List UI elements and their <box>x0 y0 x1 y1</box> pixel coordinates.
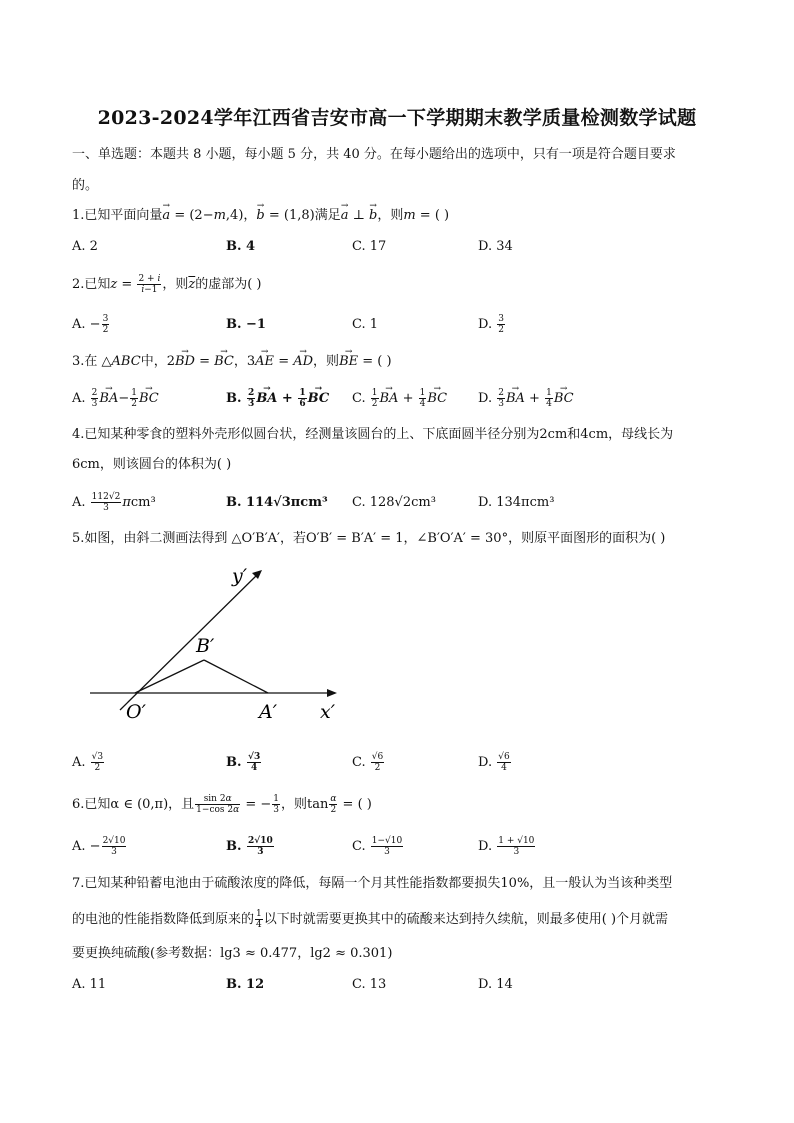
question-7: 7.已知某种铅蓄电池由于硫酸浓度的降低，每隔一个月其性能指数都要损失10%，且一般认为当该种类型 <box>72 876 673 891</box>
question-3-options <box>72 388 732 410</box>
y-axis <box>120 572 260 710</box>
option-c[interactable]: C. 1 <box>352 317 379 332</box>
point-o-label: O′ <box>126 701 146 723</box>
option-c[interactable]: C. 128√2cm³ <box>352 495 436 510</box>
option-a[interactable]: A. 11 <box>72 977 107 992</box>
option-c[interactable]: C. 13 <box>352 977 387 992</box>
option-b[interactable]: B. 114√3πcm³ <box>226 495 328 510</box>
option-a[interactable]: A. $\frac{√3}{2}$ <box>72 752 104 773</box>
point-b-label: B′ <box>196 635 215 657</box>
question-5: 5.如图，由斜二测画法得到 △O′B′A′，若O′B′ = B′A′ = 1，∠B′O′A′ = 30°，则原平面图形的面积为( ) <box>72 531 666 546</box>
option-a[interactable]: A. $\frac{112√2}{3}$ πcm³ <box>72 492 156 513</box>
question-5-options <box>72 752 732 774</box>
question-2: 2.已知z = $\frac{2 + i}{i-1}$ ，则$\overline{z}$的虚部为( ) <box>72 274 262 295</box>
question-7-cont-2: 要更换纯硫酸(参考数据：lg3 ≈ 0.477，lg2 ≈ 0.301) <box>72 946 393 961</box>
question-4-options <box>72 492 732 514</box>
question-1-options <box>72 236 732 258</box>
option-d[interactable]: D. $\frac{3}{2}$ <box>478 314 504 335</box>
option-a[interactable]: A. − $\frac{2√10}{3}$ <box>72 836 126 857</box>
option-d[interactable]: D. 14 <box>478 977 513 992</box>
option-c[interactable]: C. $\frac{1}{2}$ → BA + $\frac{1}{4}$ → BC <box>352 388 447 410</box>
question-3: 3.在 △ABC中，2→ BD = → BC，3→ AE = → AD，则→ BE = ( ) <box>72 352 392 372</box>
page-title: 2023-2024学年江西省吉安市高一下学期期末教学质量检测数学试题 <box>97 107 697 129</box>
oblique-drawing-figure <box>80 560 370 730</box>
question-6: 6.已知α ∈ (0,π)，且 $\frac{\sin 2\alpha}{1-\cos 2\alpha}$ = − $\frac{1}{3}$ ，则tan $\frac{\alpha}{2}$ = ( ) <box>72 794 372 815</box>
question-4-cont: 6cm，则该圆台的体积为( ) <box>72 457 232 472</box>
segment-ob <box>135 660 204 693</box>
segment-ba <box>204 660 268 693</box>
option-a[interactable]: A. − $\frac{3}{2}$ <box>72 314 109 335</box>
option-a[interactable]: A. 2 <box>72 239 98 254</box>
question-4: 4.已知某种零食的塑料外壳形似圆台状，经测量该圆台的上、下底面圆半径分别为2cm和4cm，母线长为 <box>72 427 674 442</box>
option-d[interactable]: D. $\frac{2}{3}$ → BA + $\frac{1}{4}$ → BC <box>478 388 574 410</box>
question-7-cont: 的电池的性能指数降低到原来的 $\frac{1}{4}$ 以下时就需要更换其中的硫酸来达到持久续航，则最多使用( )个月就需 <box>72 909 669 930</box>
option-a[interactable]: A. $\frac{2}{3}$ → BA− $\frac{1}{2}$ → BC <box>72 388 159 410</box>
question-7-options <box>72 974 732 996</box>
option-b[interactable]: B. 4 <box>226 239 256 254</box>
option-b[interactable]: B. $\frac{2√10}{3}$ <box>226 836 273 857</box>
question-2-options <box>72 314 732 336</box>
option-b[interactable]: B. −1 <box>226 317 266 332</box>
option-b[interactable]: B. $\frac{√3}{4}$ <box>226 752 261 773</box>
x-axis-label: x′ <box>320 701 336 723</box>
option-d[interactable]: D. $\frac{√6}{4}$ <box>478 752 510 773</box>
option-c[interactable]: C. $\frac{1-√10}{3}$ <box>352 836 403 857</box>
option-c[interactable]: C. 17 <box>352 239 387 254</box>
question-1: 1.已知平面向量→ a = (2−m,4)，→ b = (1,8)满足→ a ⊥ → b，则m = ( ) <box>72 206 449 226</box>
option-d[interactable]: D. 34 <box>478 239 513 254</box>
x-axis-arrow <box>327 689 337 697</box>
section-heading-cont: 的。 <box>72 178 99 193</box>
option-d[interactable]: D. 134πcm³ <box>478 495 555 510</box>
point-a-label: A′ <box>259 701 278 723</box>
section-heading: 一、单选题：本题共 8 小题，每小题 5 分，共 40 分。在每小题给出的选项中，只有一项是符合题目要求 <box>72 147 676 162</box>
option-d[interactable]: D. $\frac{1 + √10}{3}$ <box>478 836 535 857</box>
option-b[interactable]: B. 12 <box>226 977 265 992</box>
option-b[interactable]: B. $\frac{2}{3}$ → BA + $\frac{1}{6}$ → BC <box>226 388 329 410</box>
question-6-options <box>72 836 732 858</box>
y-axis-label: y′ <box>232 565 248 587</box>
option-c[interactable]: C. $\frac{√6}{2}$ <box>352 752 384 773</box>
